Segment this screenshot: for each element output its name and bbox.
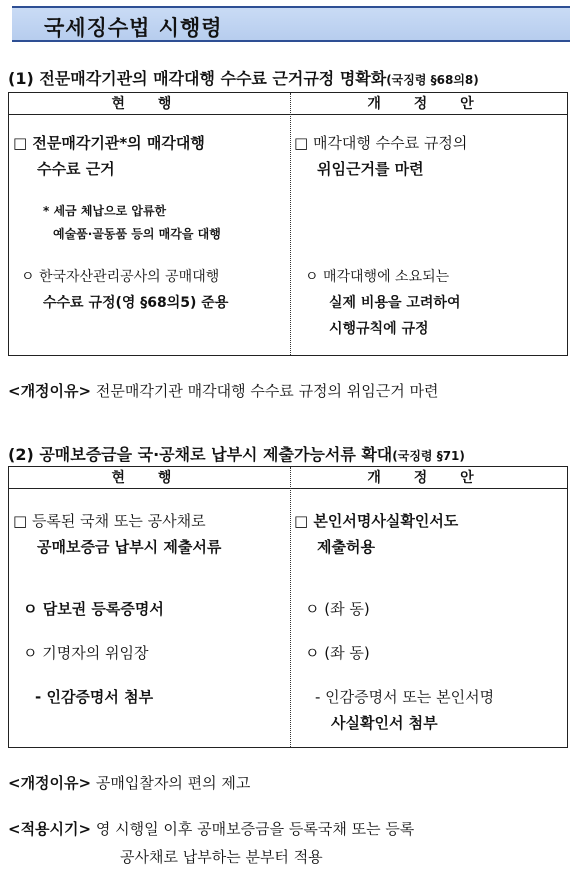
s2-revised-item2: ㅇ (좌 동) xyxy=(305,600,370,618)
s2-current-item3: ㅇ 기명자의 위임장 xyxy=(23,644,149,662)
s2-revised-item4-line2: 사실확인서 첨부 xyxy=(331,714,438,732)
s2-revised-item4-line1: - 인감증명서 또는 본인서명 xyxy=(315,688,495,706)
section1-table-header xyxy=(9,93,567,115)
section2-column-divider xyxy=(290,467,291,747)
s1-revised-item2-line1: ㅇ 매각대행에 소요되는 xyxy=(305,269,450,285)
section2-heading-text: (2) 공매보증금을 국·공채로 납부시 제출가능서류 확대 xyxy=(8,445,393,464)
section2-apply-line1: 영 시행일 이후 공매보증금을 등록국채 또는 등록 xyxy=(95,820,415,838)
s2-current-item1-line1: □ 등록된 국채 또는 공사채로 xyxy=(13,512,206,530)
section1-column-divider xyxy=(290,93,291,355)
s1-revised-item2-line3: 시행규칙에 규정 xyxy=(329,321,429,337)
section1-col-current: 현 행 xyxy=(111,96,186,112)
section2-heading xyxy=(8,442,465,465)
s1-current-note-line1: * 세금 체납으로 압류한 xyxy=(43,204,167,218)
section2-apply-line2: 공사채로 납부하는 분부터 적용 xyxy=(120,848,323,866)
section1-heading xyxy=(8,66,479,89)
page-title: 국세징수법 시행령 xyxy=(44,16,223,40)
s1-revised-item1-line2: 위임근거를 마련 xyxy=(317,160,424,178)
s1-current-item2-line2: 수수료 규정(영 §68의5) 준용 xyxy=(43,295,229,311)
s1-revised-item1-line1: □ 매각대행 수수료 규정의 xyxy=(294,134,468,152)
s2-current-item4: - 인감증명서 첨부 xyxy=(35,688,154,706)
s2-revised-item1-line1: □ 본인서명사실확인서도 xyxy=(294,512,459,530)
section1-table xyxy=(8,92,568,356)
s1-revised-item2-line2: 실제 비용을 고려하여 xyxy=(329,295,461,311)
title-bar xyxy=(12,6,570,42)
section2-apply xyxy=(8,818,414,839)
s2-revised-item3: ㅇ (좌 동) xyxy=(305,644,370,662)
s1-current-item1-line1: □ 전문매각기관*의 매각대행 xyxy=(13,134,205,152)
s1-current-item2-line1: ㅇ 한국자산관리공사의 공매대행 xyxy=(21,269,220,285)
section2-table xyxy=(8,466,568,748)
s2-revised-item1-line2: 제출허용 xyxy=(317,538,375,556)
section1-reason-label: <개정이유> xyxy=(8,382,92,400)
section1-heading-text: (1) 전문매각기관의 매각대행 수수료 근거규정 명확화 xyxy=(8,69,387,88)
s2-current-item2: ㅇ 담보권 등록증명서 xyxy=(23,600,164,618)
s1-current-item1-line2: 수수료 근거 xyxy=(37,160,115,178)
section1-col-revised: 개 정 안 xyxy=(367,96,488,112)
section2-col-current: 현 행 xyxy=(111,470,186,486)
section1-reason xyxy=(8,380,439,401)
section1-ref: (국징령 §68의8) xyxy=(386,73,479,87)
section2-ref: (국징령 §71) xyxy=(392,449,465,463)
section2-reason-text: 공매입찰자의 편의 제고 xyxy=(95,774,251,792)
section1-reason-text: 전문매각기관 매각대행 수수료 규정의 위임근거 마련 xyxy=(95,382,439,400)
section2-table-header xyxy=(9,467,567,489)
section2-reason xyxy=(8,772,250,793)
section2-reason-label: <개정이유> xyxy=(8,774,92,792)
section2-apply-label: <적용시기> xyxy=(8,820,92,838)
s2-current-item1-line2: 공매보증금 납부시 제출서류 xyxy=(37,538,222,556)
s1-current-note-line2: 예술품·골동품 등의 매각을 대행 xyxy=(53,227,221,241)
section2-col-revised: 개 정 안 xyxy=(367,470,488,486)
